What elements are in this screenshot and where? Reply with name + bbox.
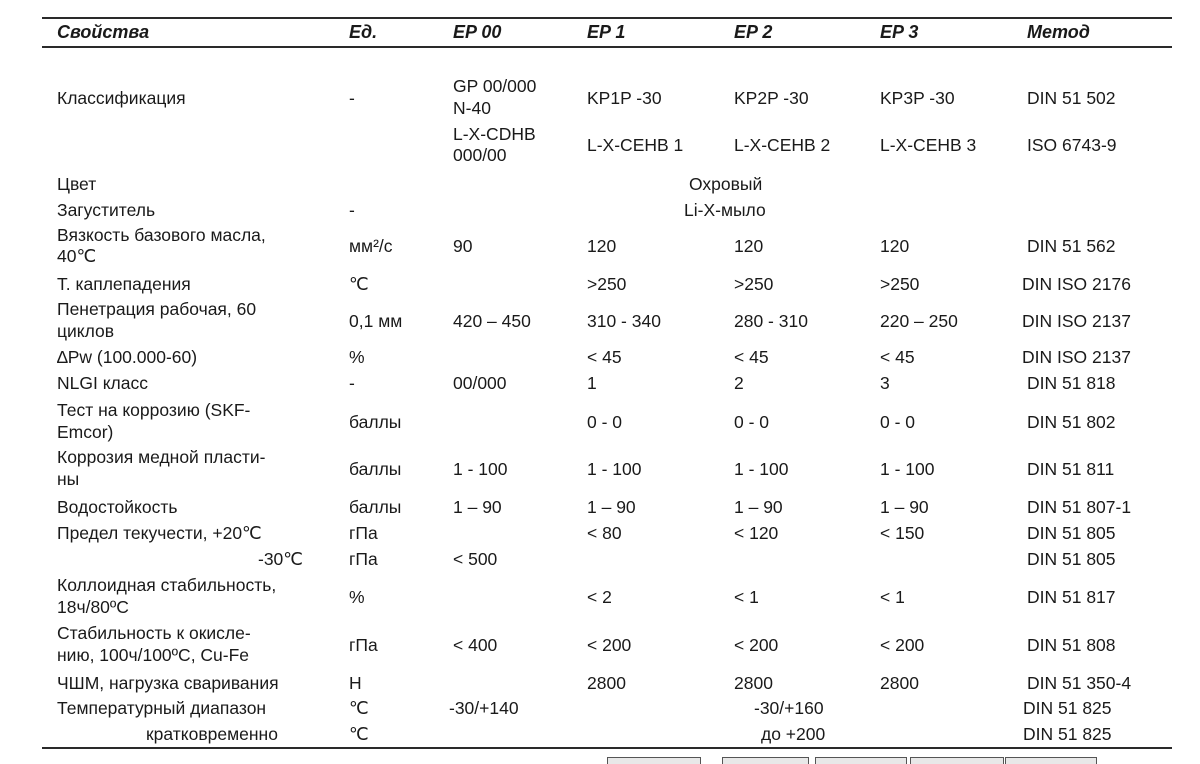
cell-unit: гПа [349, 523, 378, 543]
cell-merged-value: Охровый [689, 174, 763, 194]
cell-ep3: < 1 [880, 587, 905, 607]
cell-merged-value: Li-X-мыло [684, 200, 766, 220]
cell-property: Водостойкость [57, 497, 178, 517]
cell-unit: ℃ [349, 698, 369, 718]
header-method: Метод [1027, 22, 1090, 42]
cell-property: Цвет [57, 174, 97, 194]
cell-ep1: 1 – 90 [587, 497, 636, 517]
cell-property: Температурный диапазон [57, 698, 267, 718]
cell-property: ∆Pw (100.000-60) [57, 347, 198, 367]
cell-ep3: L-X-CEHB 3 [880, 135, 977, 155]
cell-ep2: >250 [734, 274, 774, 294]
cell-ep1: >250 [587, 274, 627, 294]
cell-unit: баллы [349, 459, 402, 479]
cell-unit: баллы [349, 497, 402, 517]
cell-ep2: 2800 [734, 673, 773, 693]
table-bottom-rule [42, 747, 1172, 749]
cell-unit: мм²/с [349, 236, 393, 256]
cell-ep00: 1 - 100 [453, 459, 508, 479]
cell-unit: гПа [349, 635, 378, 655]
cell-ep3: < 45 [880, 347, 915, 367]
header-property: Свойства [57, 22, 150, 42]
header-ep1: EP 1 [587, 22, 626, 42]
cell-ep00: 90 [453, 236, 473, 256]
cell-ep2: < 200 [734, 635, 779, 655]
cell-ep2: 120 [734, 236, 764, 256]
cell-property: Emcor) [57, 422, 114, 442]
cell-ep1: < 45 [587, 347, 622, 367]
cell-ep3: 220 – 250 [880, 311, 958, 331]
cell-ep00: GP 00/000 [453, 76, 537, 96]
cell-method: ISO 6743-9 [1027, 135, 1117, 155]
cell-property: Классификация [57, 88, 186, 108]
cell-method: DIN ISO 2137 [1022, 311, 1131, 331]
cell-property: Тест на коррозию (SKF- [57, 400, 251, 420]
cell-unit: гПа [349, 549, 378, 569]
header-ep00: EP 00 [453, 22, 502, 42]
cell-method: DIN 51 562 [1027, 236, 1116, 256]
cell-method: DIN ISO 2176 [1022, 274, 1131, 294]
cell-method: DIN 51 825 [1023, 698, 1112, 718]
cell-ep3: 1 – 90 [880, 497, 929, 517]
cell-ep1: L-X-CEHB 1 [587, 135, 684, 155]
cell-unit: баллы [349, 412, 402, 432]
cell-method: DIN 51 350-4 [1027, 673, 1132, 693]
cell-method: DIN 51 502 [1027, 88, 1116, 108]
cell-property: Стабильность к окисле- [57, 623, 251, 643]
header-ep3: EP 3 [880, 22, 919, 42]
cell-property: Вязкость базового масла, [57, 225, 266, 245]
cell-ep1: KP1P -30 [587, 88, 662, 108]
cell-ep3: 2800 [880, 673, 919, 693]
cell-unit: - [349, 200, 355, 220]
cell-ep3: < 200 [880, 635, 925, 655]
cell-property: циклов [57, 321, 115, 341]
cell-ep1: 2800 [587, 673, 626, 693]
cell-property: 18ч/80ºС [57, 597, 129, 617]
cell-method: DIN 51 817 [1027, 587, 1116, 607]
cell-unit: - [349, 88, 355, 108]
cell-ep3: < 150 [880, 523, 925, 543]
cell-ep00: L-X-CDHB [453, 124, 536, 144]
cell-ep1: 0 - 0 [587, 412, 623, 432]
cell-ep00: 1 – 90 [453, 497, 502, 517]
cell-method: DIN 51 808 [1027, 635, 1116, 655]
cell-ep1: < 2 [587, 587, 612, 607]
cell-ep1: 1 [587, 373, 597, 393]
cell-method: DIN 51 802 [1027, 412, 1116, 432]
cell-method: DIN 51 805 [1027, 549, 1116, 569]
cell-ep1: < 80 [587, 523, 622, 543]
cell-property: Т. каплепадения [57, 274, 191, 294]
cell-ep3: 1 - 100 [880, 459, 935, 479]
cell-ep1: 310 - 340 [587, 311, 661, 331]
cell-method: DIN ISO 2137 [1022, 347, 1131, 367]
cell-ep00: 00/000 [453, 373, 507, 393]
cell-ep2: 1 – 90 [734, 497, 783, 517]
cell-ep2: 0 - 0 [734, 412, 770, 432]
cell-ep2: 2 [734, 373, 744, 393]
cell-property: Загуститель [57, 200, 156, 220]
cell-ep2: < 120 [734, 523, 779, 543]
cell-ep3: 3 [880, 373, 890, 393]
cell-property: Предел текучести, +20℃ [57, 523, 262, 543]
cell-property: Коллоидная стабильность, [57, 575, 277, 595]
cell-ep2: KP2P -30 [734, 88, 809, 108]
cell-method: DIN 51 818 [1027, 373, 1116, 393]
cell-property: 40℃ [57, 246, 97, 266]
header-unit: Ед. [349, 22, 378, 42]
cell-property: ЧШМ, нагрузка сваривания [57, 673, 279, 693]
cell-ep2: 1 - 100 [734, 459, 789, 479]
cell-unit: Н [349, 673, 362, 693]
cell-ep00: < 400 [453, 635, 498, 655]
cell-unit: ℃ [349, 724, 369, 744]
header-ep2: EP 2 [734, 22, 773, 42]
table-top-rule [42, 17, 1172, 19]
cell-ep2: < 45 [734, 347, 769, 367]
cell-ep00: < 500 [453, 549, 498, 569]
cell-unit: % [349, 347, 365, 367]
cell-ep1: < 200 [587, 635, 632, 655]
table-header-rule [42, 46, 1172, 48]
cell-property: ны [57, 469, 80, 489]
cell-ep00: N-40 [453, 98, 491, 118]
cell-ep2: < 1 [734, 587, 759, 607]
cell-property: кратковременно [146, 724, 278, 744]
cell-unit: ℃ [349, 274, 369, 294]
cell-ep2: L-X-CEHB 2 [734, 135, 831, 155]
cell-property: Коррозия медной пласти- [57, 447, 266, 467]
cell-ep3: 120 [880, 236, 910, 256]
cell-ep1: 120 [587, 236, 617, 256]
cell-ep00: 000/00 [453, 145, 507, 165]
cell-merged-value: до +200 [761, 724, 826, 744]
cell-merged-value: -30/+160 [754, 698, 824, 718]
cell-ep2: 280 - 310 [734, 311, 808, 331]
cell-ep1: 1 - 100 [587, 459, 642, 479]
cell-method: DIN 51 805 [1027, 523, 1116, 543]
cell-ep3: KP3P -30 [880, 88, 955, 108]
cell-ep00: -30/+140 [449, 698, 519, 718]
cell-method: DIN 51 825 [1023, 724, 1112, 744]
cell-ep00: 420 – 450 [453, 311, 531, 331]
cell-property: -30℃ [258, 549, 303, 569]
cell-method: DIN 51 811 [1027, 459, 1115, 479]
cell-unit: - [349, 373, 355, 393]
cell-ep3: 0 - 0 [880, 412, 916, 432]
cell-property: Пенетрация рабочая, 60 [57, 299, 257, 319]
cell-property: NLGI класс [57, 373, 149, 393]
cell-property: нию, 100ч/100ºС, Cu-Fe [57, 645, 250, 665]
cell-unit: % [349, 587, 365, 607]
cell-method: DIN 51 807-1 [1027, 497, 1132, 517]
cell-unit: 0,1 мм [349, 311, 403, 331]
cell-ep3: >250 [880, 274, 920, 294]
